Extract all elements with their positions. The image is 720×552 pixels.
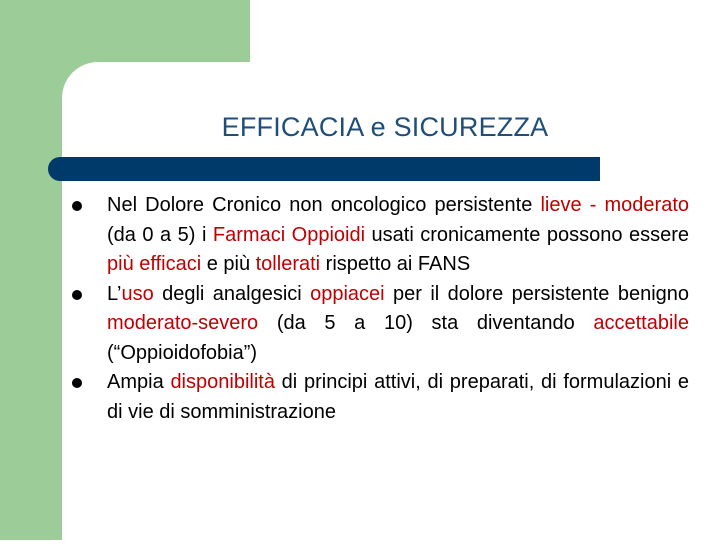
- text-segment: Nel Dolore Cronico non oncologico persistente: [107, 194, 541, 216]
- bullet-text: [107, 283, 689, 364]
- bullet-item: [72, 368, 689, 427]
- highlight-segment: accettabile: [593, 312, 689, 334]
- bullet-item: [72, 280, 689, 369]
- text-segment: per il dolore persistente benigno: [384, 282, 689, 305]
- bullet-dot-icon: [72, 378, 82, 388]
- text-segment: Ampia: [107, 371, 171, 393]
- bullet-dot-icon: [72, 290, 82, 300]
- highlight-segment: uso: [121, 282, 154, 305]
- text-segment: e più: [201, 253, 256, 275]
- highlight-segment: tollerati: [255, 253, 321, 275]
- highlight-segment: lieve - moderato: [540, 194, 689, 216]
- title-divider-bar: [48, 157, 600, 181]
- text-segment: (da 5 a 10) sta diventando: [258, 312, 594, 334]
- text-segment: usati cronicamente possono essere: [365, 223, 689, 246]
- bullet-text: [107, 194, 689, 275]
- highlight-segment: disponibilità: [170, 371, 275, 393]
- text-segment: (da 0 a 5) i: [107, 223, 213, 246]
- text-segment: rispetto ai FANS: [320, 253, 471, 275]
- text-segment: degli analgesici: [153, 282, 311, 305]
- slide-title: EFFICACIA e SICUREZZA: [221, 112, 549, 142]
- highlight-segment: moderato-severo: [107, 312, 259, 334]
- highlight-segment: oppiacei: [310, 282, 385, 305]
- bullet-item: [72, 191, 689, 280]
- bullet-list: [72, 191, 689, 427]
- highlight-segment: Farmaci Oppioidi: [212, 223, 366, 246]
- bullet-text: [107, 371, 689, 423]
- text-segment: L’: [107, 282, 122, 305]
- bullet-dot-icon: [72, 201, 82, 211]
- text-segment: di principi attivi, di preparati, di formulazioni e di vie di somministrazione: [107, 371, 689, 423]
- highlight-segment: più efficaci: [107, 253, 202, 275]
- text-segment: (“Oppioidofobia”): [107, 341, 258, 364]
